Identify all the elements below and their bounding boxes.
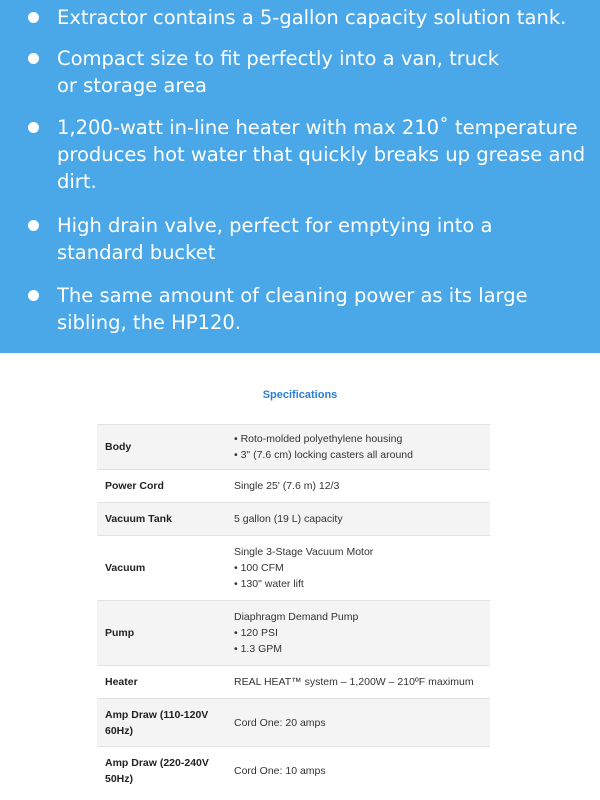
bullet-icon [28,220,39,231]
spec-value-line: Cord One: 10 amps [234,764,326,777]
table-row [97,536,490,601]
spec-label: Body [97,425,230,470]
table-row [97,666,490,699]
spec-label: Power Cord [97,470,230,503]
table-row [97,747,490,795]
table-row [97,601,490,666]
spec-value-line: Cord One: 20 amps [234,716,326,729]
spec-value-line: Single 25' (7.6 m) 12/3 [234,480,340,492]
bullet-icon [28,122,39,133]
feature-item [0,114,600,195]
spec-value [230,470,490,503]
spec-value-line: • 100 CFM [234,562,284,574]
spec-label: Amp Draw (220-240V 50Hz) [97,747,230,795]
spec-value [230,601,490,666]
table-row [97,699,490,747]
bullet-icon [28,290,39,301]
bullet-icon [28,12,39,23]
spec-value-line: REAL HEAT™ system – 1,200W – 210ºF maximum [234,676,474,688]
spec-label: Pump [97,601,230,666]
feature-item [0,45,600,99]
feature-item [0,282,600,336]
feature-item [0,212,600,266]
spec-value-line: Single 3-Stage Vacuum Motor [234,546,374,558]
table-row [97,470,490,503]
spec-value-line: • Roto-molded polyethylene housing [234,433,403,445]
specifications-table [97,424,490,795]
spec-value-line: • 1.3 GPM [234,643,283,655]
table-row [97,503,490,536]
features-banner [0,0,600,353]
feature-item [0,4,600,31]
feature-text: Extractor contains a 5-gallon capacity solution tank. [57,6,567,29]
feature-text: The same amount of cleaning power as its large sibling, the HP120. [57,284,528,334]
spec-value [230,536,490,601]
spec-label: Heater [97,666,230,699]
specifications-title: Specifications [262,389,338,401]
spec-value [230,699,490,747]
spec-label: Vacuum [97,536,230,601]
spec-value-line: • 130" water lift [234,578,304,590]
spec-label: Amp Draw (110-120V 60Hz) [97,699,230,747]
bullet-icon [28,53,39,64]
feature-text: High drain valve, perfect for emptying into a standard bucket [57,214,493,264]
spec-value-line: Diaphragm Demand Pump [234,611,359,623]
feature-text: Compact size to fit perfectly into a van, truck or storage area [57,47,500,97]
spec-value [230,503,490,536]
feature-text: 1,200-watt in-line heater with max 210˚ temperature produces hot water that quickly breaks up grease and dirt. [57,116,586,193]
table-row [97,425,490,470]
spec-value-line: • 120 PSI [234,627,278,639]
spec-label: Vacuum Tank [97,503,230,536]
spec-value [230,666,490,699]
spec-value [230,747,490,795]
spec-value-line: • 3" (7.6 cm) locking casters all around [234,449,413,461]
spec-value [230,425,490,470]
spec-value-line: 5 gallon (19 L) capacity [234,513,343,525]
